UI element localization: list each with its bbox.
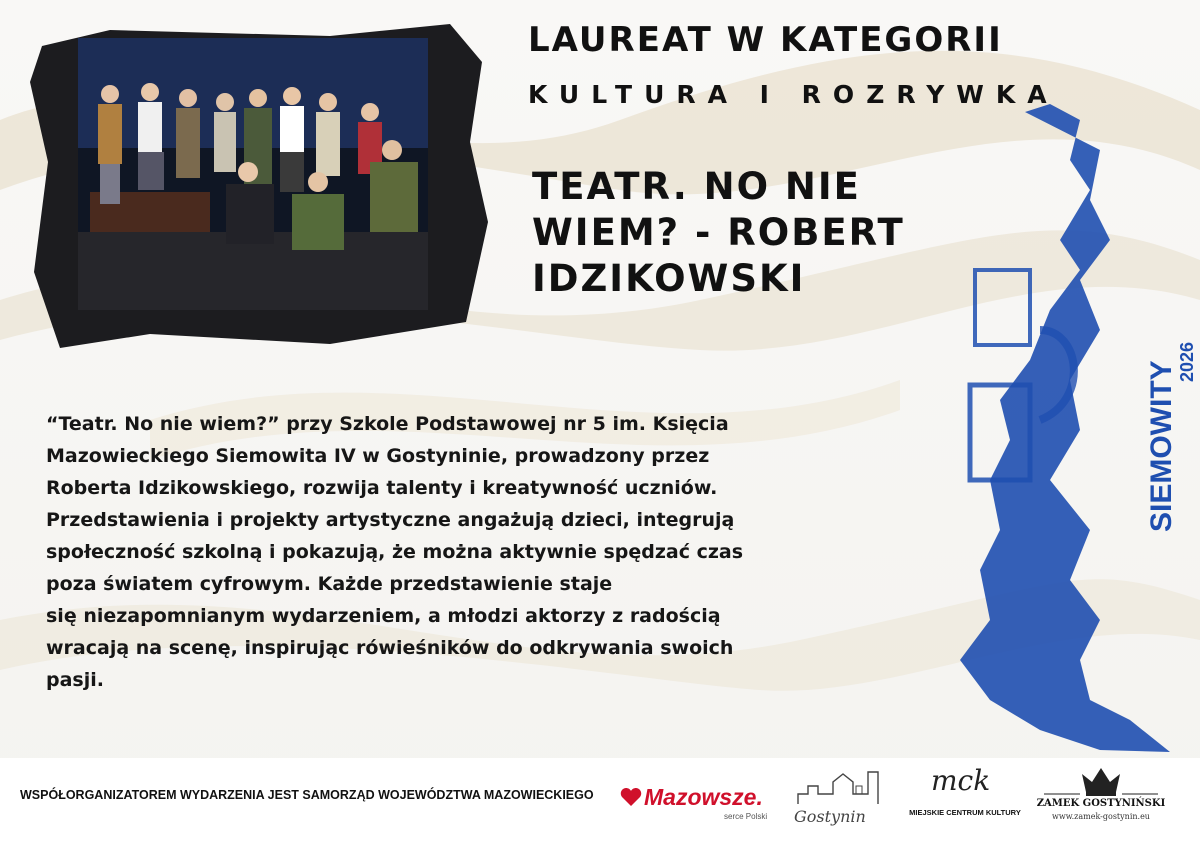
description-line: pasji. bbox=[46, 669, 104, 691]
description-line: Przedstawienia i projekty artystyczne angażują dzieci, integrują bbox=[46, 509, 735, 531]
gostynin-logo bbox=[788, 764, 888, 842]
gostynin-castle-icon bbox=[788, 764, 888, 834]
winner-line: IDZIKOWSKI bbox=[532, 257, 806, 300]
description-line: wracają na scenę, inspirując rówieśników do odkrywania swoich bbox=[46, 637, 734, 659]
category-title: LAUREAT W KATEGORII bbox=[528, 20, 1003, 60]
mck-name: MIEJSKIE CENTRUM KULTURY bbox=[909, 808, 1021, 817]
brand-wordmark bbox=[1145, 342, 1197, 532]
description-line: “Teatr. No nie wiem?” przy Szkole Podstawowej nr 5 im. Księcia bbox=[46, 413, 729, 435]
winner-name bbox=[532, 164, 962, 302]
zamek-wordmark: ZAMEK GOSTYNIŃSKI bbox=[1036, 798, 1166, 809]
footer bbox=[0, 758, 1200, 848]
zamek-logo bbox=[1036, 764, 1166, 842]
mazowsze-wordmark: Mazowsze. bbox=[644, 784, 763, 810]
winner-line: WIEM? - ROBERT bbox=[532, 211, 905, 254]
heart-icon bbox=[620, 786, 642, 808]
zamek-url: www.zamek-gostynin.eu bbox=[1052, 812, 1150, 821]
category-name: KULTURA I ROZRYWKA bbox=[528, 80, 1059, 109]
mazowsze-tagline: serce Polski bbox=[724, 812, 768, 821]
crown-icon bbox=[1036, 764, 1166, 798]
group-photo bbox=[30, 22, 490, 352]
description-line: Mazowieckiego Siemowita IV w Gostyninie, prowadzony przez bbox=[46, 445, 710, 467]
brand-year: 2026 bbox=[1177, 341, 1197, 382]
mck-logo bbox=[905, 764, 1025, 842]
mck-wordmark: mck bbox=[931, 764, 991, 797]
co-organizer-text: WSPÓŁORGANIZATOREM WYDARZENIA JEST SAMORZĄD WOJEWÓDZTWA MAZOWIECKIEGO bbox=[20, 788, 594, 802]
brand-name: SIEMOWITY bbox=[1145, 360, 1178, 532]
gostynin-wordmark: Gostynin bbox=[794, 807, 866, 826]
winner-line: TEATR. NO NIE bbox=[532, 165, 861, 208]
description-line: społeczność szkolną i pokazują, że można aktywnie spędzać czas bbox=[46, 541, 744, 563]
siemowity-brand-graphic bbox=[930, 100, 1200, 760]
description-line: poza światem cyfrowym. Każde przedstawienie staje bbox=[46, 573, 613, 595]
description bbox=[46, 408, 916, 696]
description-line: Roberta Idzikowskiego, rozwija talenty i kreatywność uczniów. bbox=[46, 477, 718, 499]
description-line: się niezapomnianym wydarzeniem, a młodzi aktorzy z radością bbox=[46, 605, 721, 627]
mazowsze-logo bbox=[620, 764, 770, 842]
